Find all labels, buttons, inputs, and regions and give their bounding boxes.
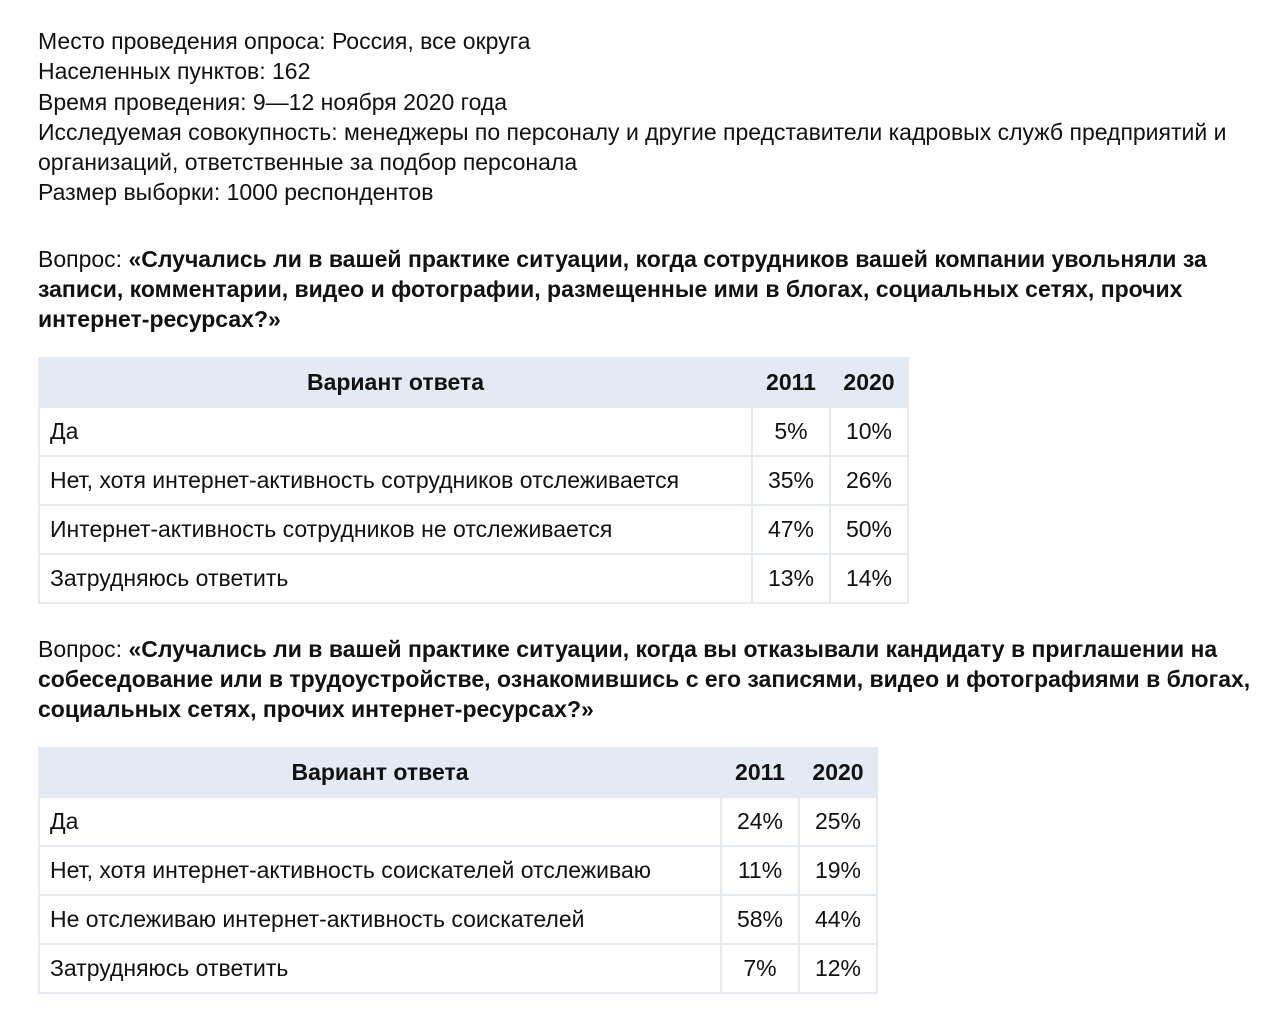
results-table-1 (38, 357, 909, 604)
value-2020-cell: 14% (830, 554, 908, 603)
survey-info (38, 26, 1274, 208)
results-table-2 (38, 747, 878, 994)
header-answer: Вариант ответа (39, 748, 721, 797)
answer-cell: Да (39, 797, 721, 846)
value-2011-cell: 13% (752, 554, 830, 603)
table-header-row (39, 358, 908, 407)
table-row (39, 407, 908, 456)
value-2011-cell: 35% (752, 456, 830, 505)
survey-place: Место проведения опроса: Россия, все округа (38, 28, 531, 54)
table-row (39, 846, 877, 895)
question-2 (38, 634, 1274, 725)
answer-cell: Не отслеживаю интернет-активность соискателей (39, 895, 721, 944)
survey-time: Время проведения: 9—12 ноября 2020 года (38, 88, 508, 115)
header-answer: Вариант ответа (39, 358, 752, 407)
table-row (39, 895, 877, 944)
question-1-text: «Случались ли в вашей практике ситуации, когда сотрудников вашей компании увольняли за записи, комментарии, видео и фотографии, размещенные ими в блогах, социальных сетях, прочих интернет-ресурсах?» (38, 245, 1207, 333)
value-2020-cell: 26% (830, 456, 908, 505)
table-row (39, 456, 908, 505)
value-2011-cell: 5% (752, 407, 830, 456)
survey-population: Исследуемая совокупность: менеджеры по персоналу и другие представители кадровых служб предприятий и организаций, ответственные за подбор персонала (38, 118, 1227, 176)
value-2020-cell: 44% (799, 895, 877, 944)
value-2020-cell: 50% (830, 505, 908, 554)
answer-cell: Да (39, 407, 752, 456)
value-2011-cell: 58% (721, 895, 799, 944)
table-row (39, 944, 877, 993)
value-2020-cell: 19% (799, 846, 877, 895)
document (38, 26, 1274, 994)
value-2011-cell: 7% (721, 944, 799, 993)
table-row (39, 797, 877, 846)
table-header-row (39, 748, 877, 797)
table-row (39, 554, 908, 603)
header-2011: 2011 (721, 748, 799, 797)
question-1 (38, 244, 1274, 335)
survey-sample: Размер выборки: 1000 респондентов (38, 179, 434, 206)
value-2011-cell: 24% (721, 797, 799, 846)
value-2011-cell: 47% (752, 505, 830, 554)
answer-cell: Нет, хотя интернет-активность сотрудников отслеживается (39, 456, 752, 505)
value-2020-cell: 25% (799, 797, 877, 846)
header-2020: 2020 (830, 358, 908, 407)
value-2020-cell: 10% (830, 407, 908, 456)
answer-cell: Нет, хотя интернет-активность соискателей отслеживаю (39, 846, 721, 895)
answer-cell: Затрудняюсь ответить (39, 554, 752, 603)
table-row (39, 505, 908, 554)
question-1-label: Вопрос: (38, 245, 129, 272)
value-2011-cell: 11% (721, 846, 799, 895)
survey-settlements: Населенных пунктов: 162 (38, 58, 311, 85)
value-2020-cell: 12% (799, 944, 877, 993)
answer-cell: Интернет-активность сотрудников не отслеживается (39, 505, 752, 554)
answer-cell: Затрудняюсь ответить (39, 944, 721, 993)
question-2-text: «Случались ли в вашей практике ситуации, когда вы отказывали кандидату в приглашении на собеседование или в трудоустройстве, ознакомившись с его записями, видео и фотографиями в блогах, социальных сетях, прочих интернет-ресурсах?» (38, 635, 1251, 723)
header-2020: 2020 (799, 748, 877, 797)
header-2011: 2011 (752, 358, 830, 407)
question-2-label: Вопрос: (38, 635, 129, 662)
